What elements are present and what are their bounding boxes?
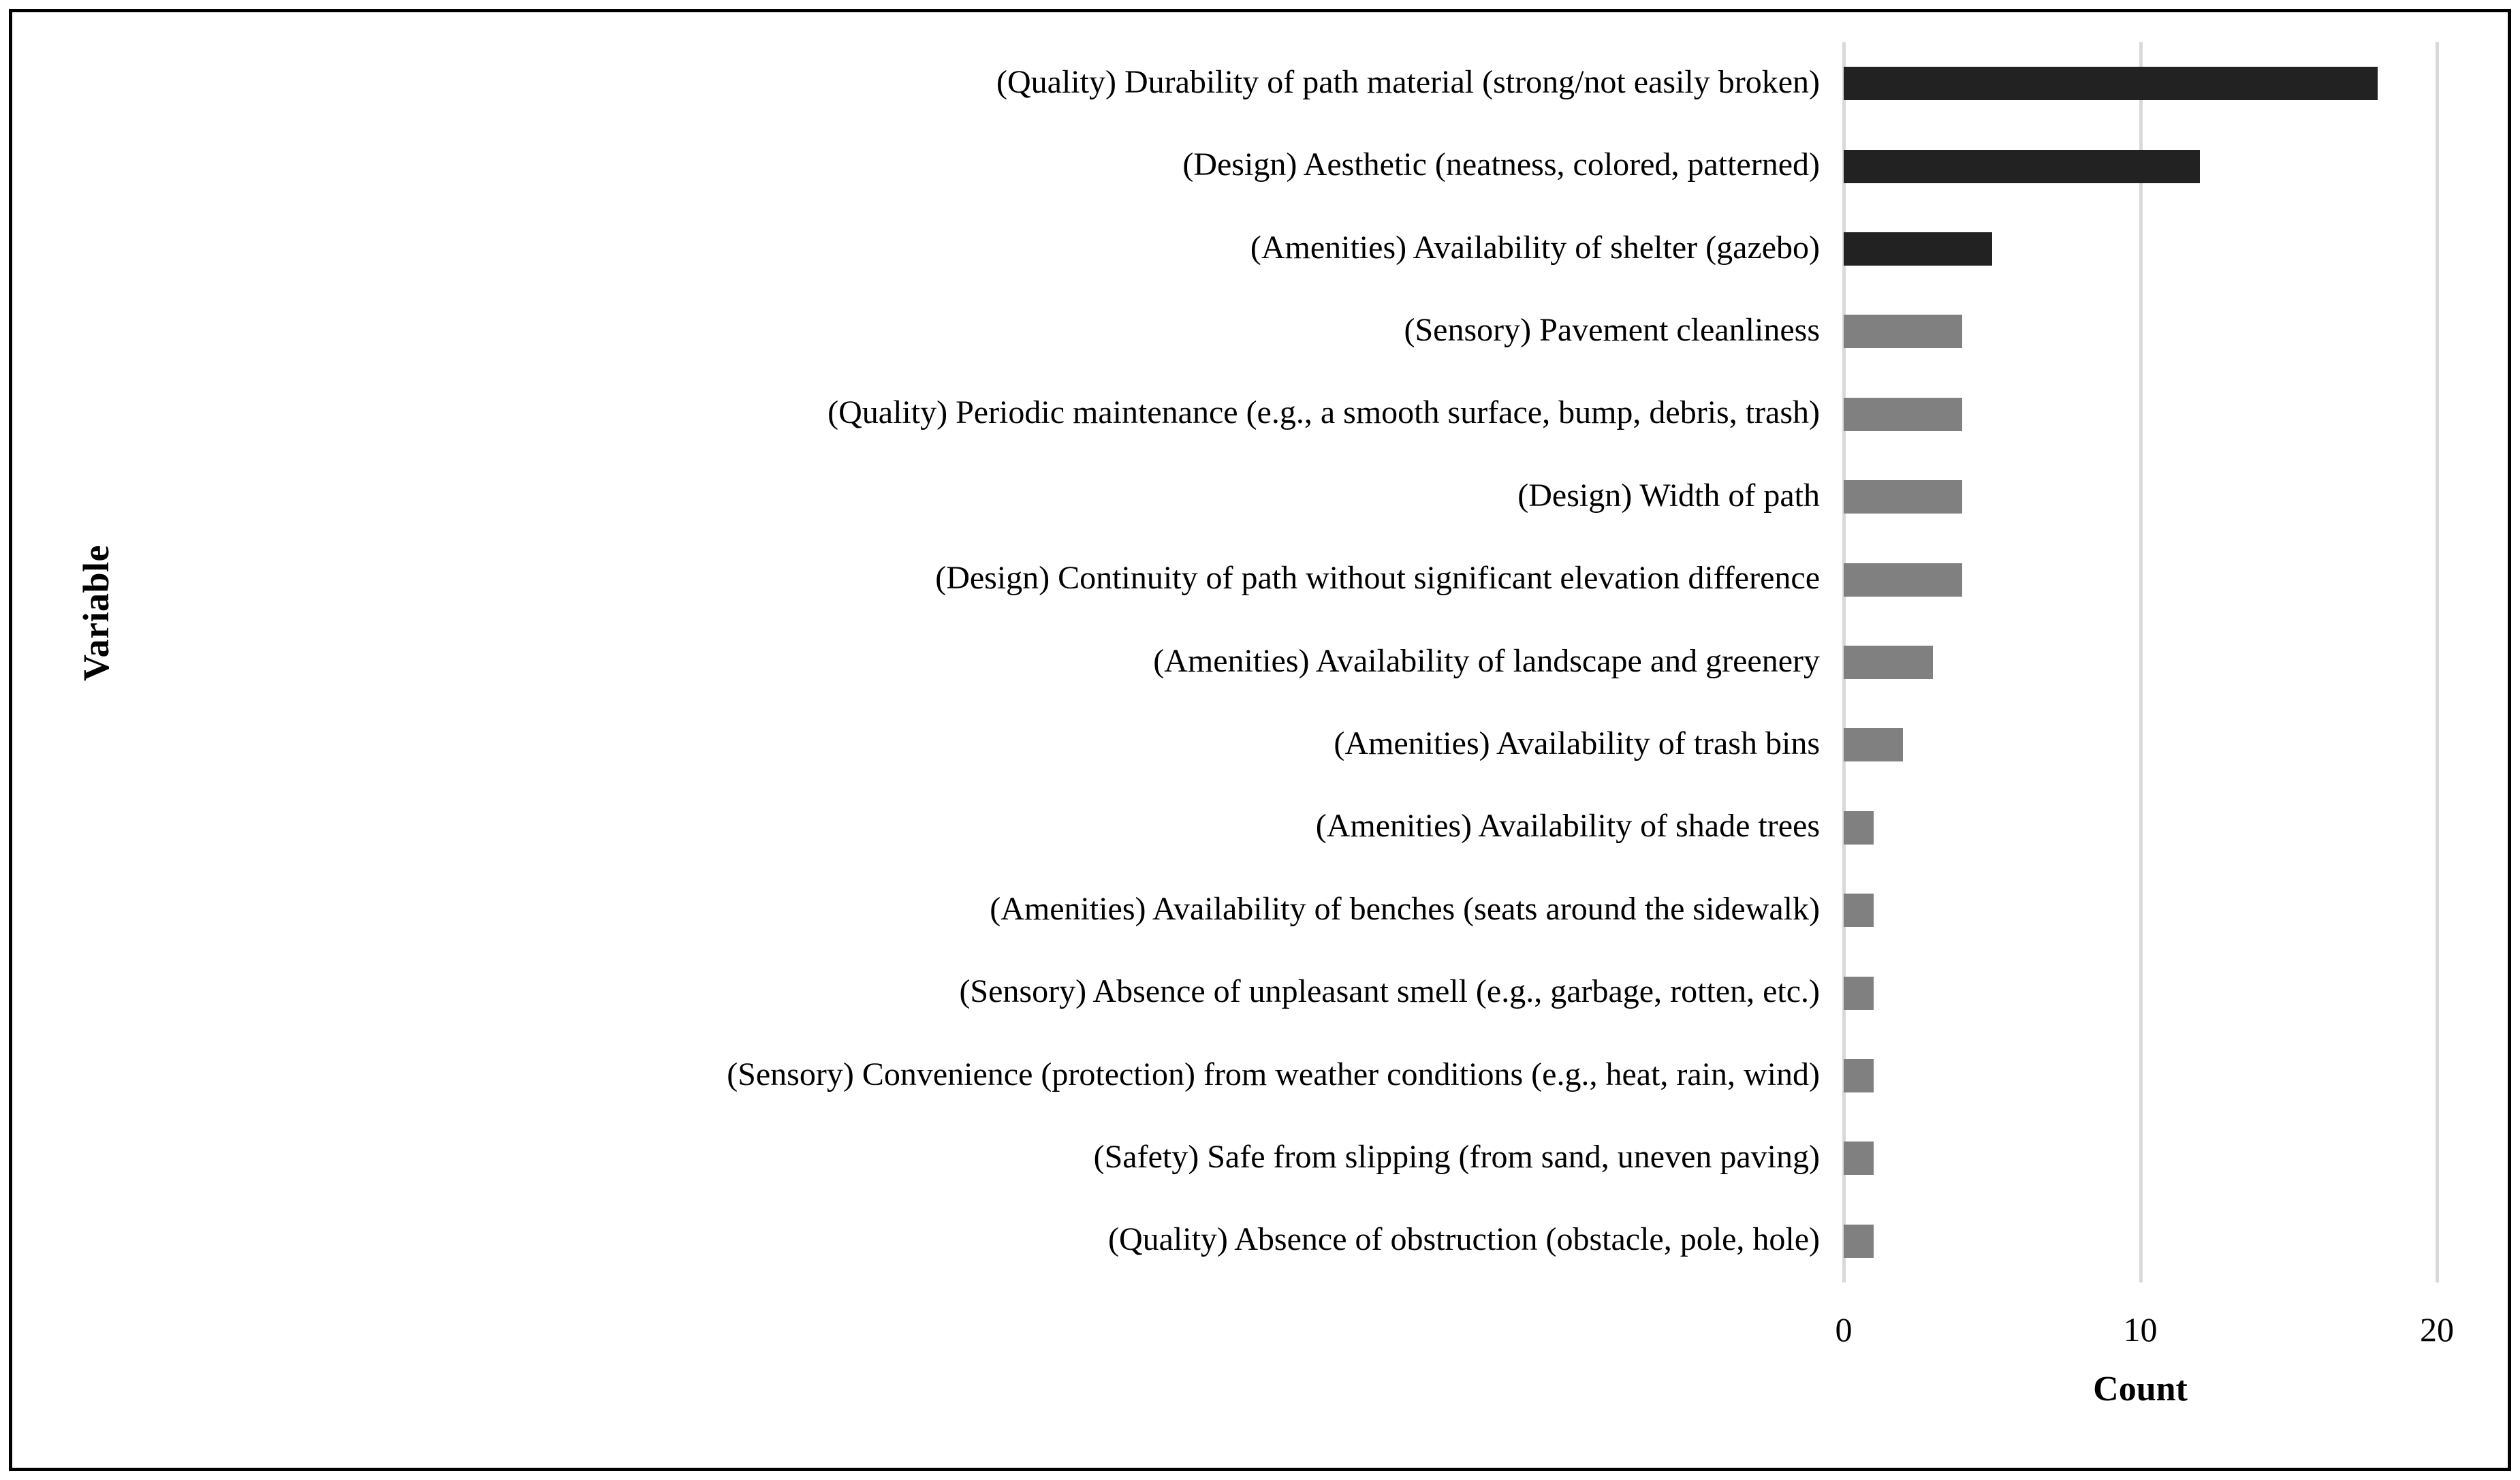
category-label: (Amenities) Availability of trash bins bbox=[1334, 725, 1820, 761]
bar-row bbox=[1844, 290, 2437, 373]
bar-row bbox=[1844, 125, 2437, 207]
bar bbox=[1844, 977, 1874, 1010]
category-label: (Quality) Durability of path material (strong/not easily broken) bbox=[996, 63, 1820, 100]
bar-row bbox=[1844, 1117, 2437, 1199]
bar bbox=[1844, 1142, 1874, 1175]
bar-row bbox=[1844, 1035, 2437, 1117]
category-label: (Quality) Absence of obstruction (obstacle, pole, hole) bbox=[1107, 1221, 1820, 1258]
x-tick-label: 20 bbox=[2420, 1310, 2454, 1349]
category-label: (Amenities) Availability of shelter (gazebo) bbox=[1250, 229, 1820, 266]
x-tick-label: 0 bbox=[1835, 1310, 1853, 1349]
category-label: (Sensory) Convenience (protection) from weather conditions (e.g., heat, rain, wind) bbox=[727, 1056, 1820, 1092]
bar bbox=[1844, 728, 1903, 761]
bar bbox=[1844, 811, 1874, 845]
bar bbox=[1844, 232, 1992, 266]
bar bbox=[1844, 150, 2200, 183]
bar bbox=[1844, 1225, 1874, 1258]
bar bbox=[1844, 67, 2378, 100]
bar-row bbox=[1844, 787, 2437, 869]
category-label: (Safety) Safe from slipping (from sand, uneven paving) bbox=[1093, 1138, 1820, 1175]
category-label: (Amenities) Availability of shade trees bbox=[1315, 808, 1820, 845]
category-label: (Amenities) Availability of landscape and greenery bbox=[1153, 642, 1820, 679]
bar bbox=[1844, 480, 1962, 514]
bar-row bbox=[1844, 621, 2437, 704]
x-axis-tick-labels bbox=[1835, 1310, 2454, 1357]
bar-row bbox=[1844, 704, 2437, 786]
bar-row bbox=[1844, 951, 2437, 1034]
category-axis-labels bbox=[0, 42, 1832, 1282]
x-axis-title: Count bbox=[2093, 1370, 2188, 1408]
bar bbox=[1844, 398, 1962, 431]
bar bbox=[1844, 646, 1933, 679]
bar-row bbox=[1844, 373, 2437, 456]
category-label: (Sensory) Absence of unpleasant smell (e.g., garbage, rotten, etc.) bbox=[959, 973, 1820, 1010]
category-label: (Design) Width of path bbox=[1517, 477, 1820, 514]
bar-row bbox=[1844, 208, 2437, 290]
category-label: (Design) Continuity of path without significant elevation difference bbox=[935, 560, 1820, 597]
y-axis-title: Variable bbox=[76, 545, 116, 682]
bar bbox=[1844, 894, 1874, 927]
bar-row bbox=[1844, 456, 2437, 538]
category-label: (Quality) Periodic maintenance (e.g., a smooth surface, bump, debris, trash) bbox=[828, 394, 1820, 431]
bar bbox=[1844, 563, 1962, 597]
bar-row bbox=[1844, 1200, 2437, 1282]
x-tick-label: 10 bbox=[2123, 1310, 2158, 1349]
bar bbox=[1844, 315, 1962, 348]
category-label: (Amenities) Availability of benches (seats around the sidewalk) bbox=[990, 890, 1820, 927]
bar-row bbox=[1844, 869, 2437, 951]
category-label: (Sensory) Pavement cleanliness bbox=[1404, 311, 1820, 348]
category-label: (Design) Aesthetic (neatness, colored, patterned) bbox=[1182, 146, 1820, 183]
bar-row bbox=[1844, 538, 2437, 620]
bar bbox=[1844, 1059, 1874, 1092]
plot-area bbox=[1844, 42, 2437, 1282]
bar-row bbox=[1844, 42, 2437, 125]
